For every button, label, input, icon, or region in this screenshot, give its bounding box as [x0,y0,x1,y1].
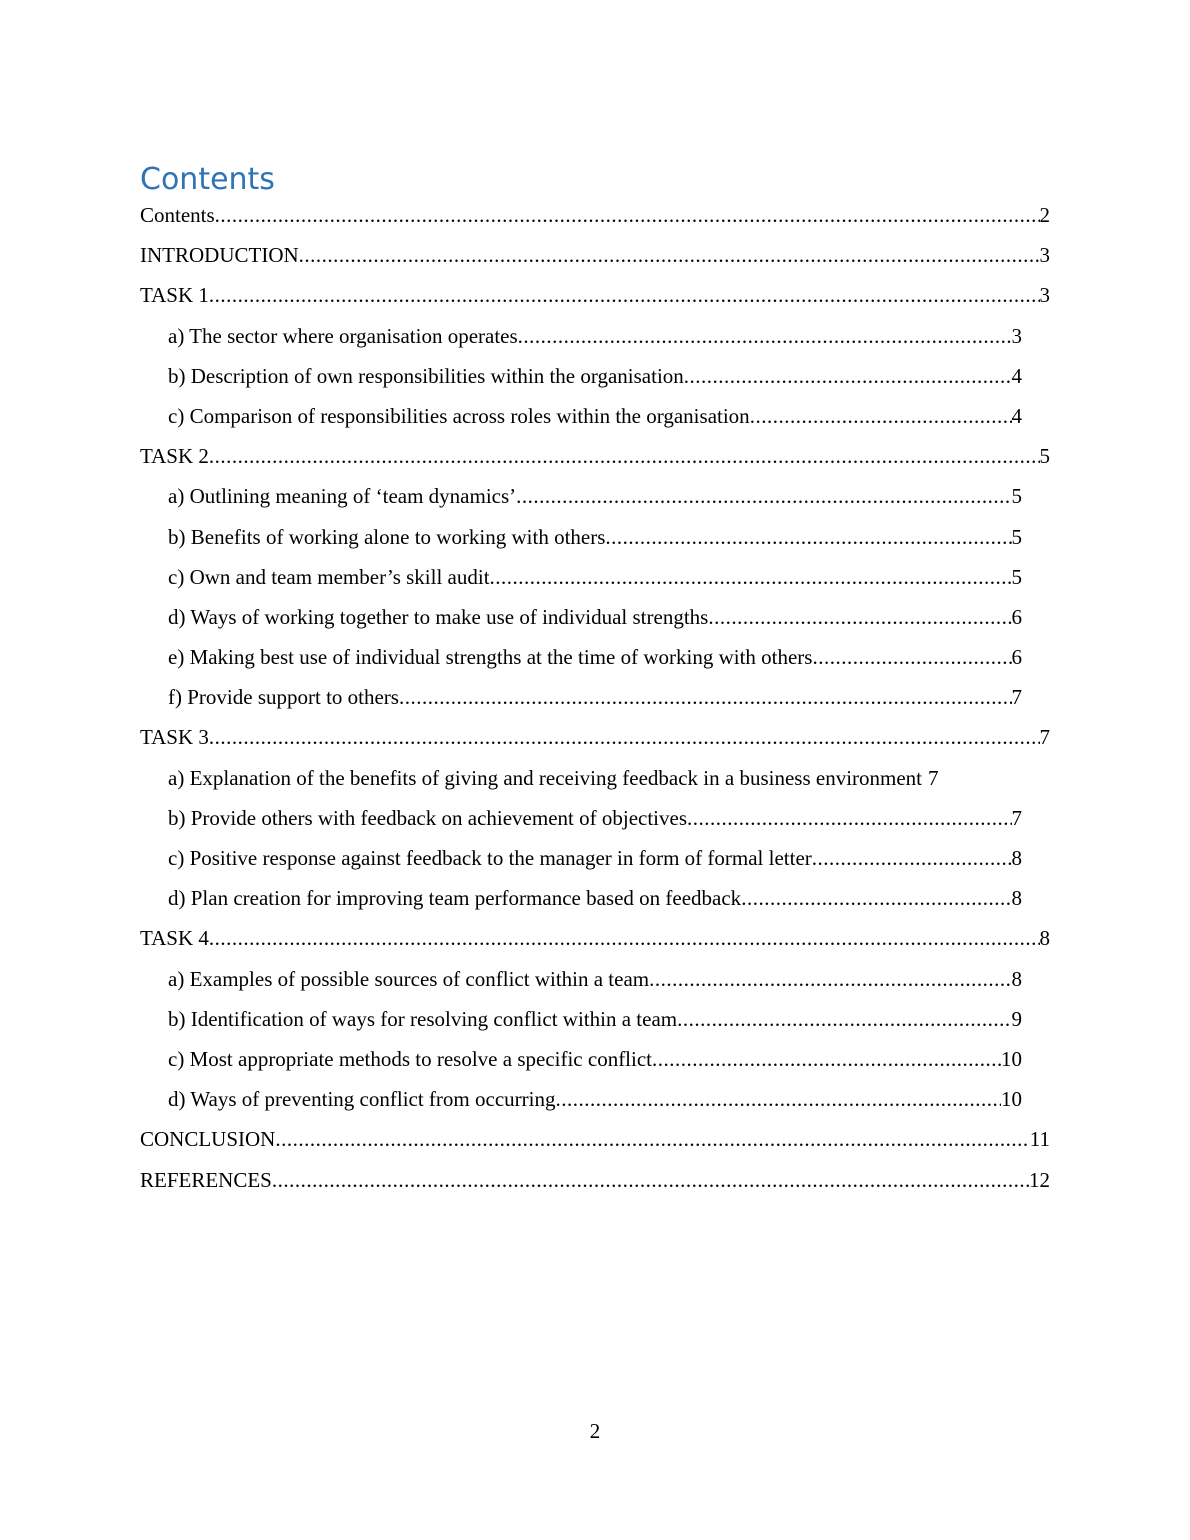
toc-entry-title: a) Outlining meaning of ‘team dynamics’ [168,484,517,509]
toc-entry-page-number: 3 [1011,323,1022,348]
toc-entry-title: d) Ways of preventing conflict from occurring [168,1087,556,1112]
toc-entry[interactable] [140,838,1022,878]
toc-entry[interactable] [140,316,1022,356]
toc-entry[interactable] [140,597,1022,637]
toc-entry-title: c) Own and team member’s skill audit [168,564,490,589]
contents-heading: Contents [140,162,275,197]
toc-entry-page-number: 2 [1039,203,1050,227]
toc-entry-page-number: 4 [1011,403,1022,428]
toc-entry-title: c) Comparison of responsibilities across roles within the organisation [168,403,750,428]
toc-entry[interactable] [140,637,1022,677]
toc-entry-title: INTRODUCTION [140,243,299,268]
toc-dot-leader [649,959,1011,999]
toc-dot-leader [399,677,1012,717]
toc-entry[interactable] [140,396,1022,436]
toc-dot-leader [272,1160,1029,1200]
toc-dot-leader [490,557,1012,597]
toc-dot-leader [708,597,1011,637]
toc-entry-page-number: 4 [1011,363,1022,388]
toc-entry-page-number: 7 [928,765,939,790]
toc-entry-title: REFERENCES [140,1167,272,1192]
toc-dot-leader [518,316,1012,356]
toc-dot-leader [677,999,1011,1039]
toc-dot-leader [750,396,1012,436]
toc-entry-page-number: 9 [1011,1006,1022,1031]
toc-entry[interactable] [140,1039,1022,1079]
toc-entry-page-number: 8 [1011,846,1022,870]
toc-entry-page-number: 3 [1039,283,1050,308]
toc-entry[interactable] [140,557,1022,597]
toc-entry-page-number: 6 [1011,645,1022,670]
toc-entry-title: a) Examples of possible sources of conflict within a team [168,966,650,991]
toc-entry-page-number: 10 [1001,1087,1022,1112]
toc-entry-page-number: 12 [1029,1167,1050,1192]
toc-dot-leader [812,637,1011,677]
toc-entry[interactable] [140,1079,1022,1119]
toc-dot-leader [209,275,1040,315]
toc-entry-page-number: 5 [1039,444,1050,469]
toc-entry-title: a) Explanation of the benefits of giving and receiving feedback in a business environment [168,765,923,790]
toc-dot-leader [275,1119,1029,1159]
toc-entry[interactable] [140,717,1050,757]
toc-entry[interactable] [140,798,1022,838]
toc-entry-title: Contents [140,203,215,227]
toc-entry[interactable] [140,999,1022,1039]
toc-dot-leader [209,436,1040,476]
toc-entry-title: TASK 3 [140,725,209,750]
toc-entry[interactable] [140,275,1050,315]
toc-entry-title: b) Identification of ways for resolving conflict within a team [168,1006,678,1031]
toc-entry-title: CONCLUSION [140,1127,276,1152]
toc-entry-title: b) Provide others with feedback on achievement of objectives [168,805,687,830]
toc-entry-page-number: 5 [1011,564,1022,589]
toc-entry-page-number: 7 [1011,685,1022,710]
toc-entry-title: c) Positive response against feedback to the manager in form of formal letter [168,846,812,870]
toc-entry-title: a) The sector where organisation operates [168,323,518,348]
toc-entry-title: b) Benefits of working alone to working with others [168,524,606,549]
toc-entry-title: c) Most appropriate methods to resolve a specific conflict [168,1046,653,1071]
toc-entry-page-number: 5 [1011,484,1022,509]
toc-dot-leader [812,838,1012,878]
toc-entry-page-number: 8 [1011,886,1022,911]
toc-entry-title: TASK 4 [140,926,209,951]
toc-entry[interactable] [140,195,1050,235]
toc-entry[interactable] [140,1160,1050,1200]
toc-entry-title: TASK 1 [140,283,209,308]
toc-entry[interactable] [140,517,1022,557]
toc-entry-page-number: 5 [1011,524,1022,549]
toc-entry-title: e) Making best use of individual strengths at the time of working with others [168,645,813,670]
toc-entry-page-number: 6 [1011,604,1022,629]
toc-entry-page-number: 7 [1039,725,1050,750]
toc-dot-leader [605,517,1011,557]
toc-dot-leader [299,235,1040,275]
toc-dot-leader [209,918,1040,958]
toc-dot-leader [741,878,1011,918]
toc-entry[interactable] [140,959,1022,999]
toc-dot-leader [652,1039,1001,1079]
toc-entry-title: d) Ways of working together to make use of individual strengths [168,604,709,629]
toc-dot-leader [209,717,1040,757]
toc-dot-leader [684,356,1012,396]
toc-entry[interactable] [140,356,1022,396]
toc-entry-title: b) Description of own responsibilities within the organisation [168,363,684,388]
toc-entry-page-number: 8 [1011,966,1022,991]
toc-dot-leader [555,1079,1001,1119]
toc-dot-leader [687,798,1012,838]
toc-entry-page-number: 11 [1029,1127,1050,1152]
toc-entry[interactable] [140,677,1022,717]
toc-entry-title: TASK 2 [140,444,209,469]
toc-dot-leader [516,476,1011,516]
toc-entry-page-number: 8 [1039,926,1050,951]
toc-entry[interactable] [140,918,1050,958]
toc-entry-title: d) Plan creation for improving team performance based on feedback [168,886,742,911]
toc-entry[interactable] [140,235,1050,275]
toc-entry-title: f) Provide support to others [168,685,399,710]
table-of-contents [140,195,1050,1200]
toc-entry[interactable] [140,436,1050,476]
toc-dot-leader [215,195,1040,235]
toc-entry[interactable] [140,878,1022,918]
page-number: 2 [589,1419,601,1443]
toc-entry[interactable] [140,476,1022,516]
toc-entry[interactable] [140,758,1022,798]
toc-entry-page-number: 7 [1011,805,1022,830]
toc-entry[interactable] [140,1119,1050,1159]
toc-entry-page-number: 3 [1039,243,1050,268]
toc-entry-page-number: 10 [1001,1046,1022,1071]
